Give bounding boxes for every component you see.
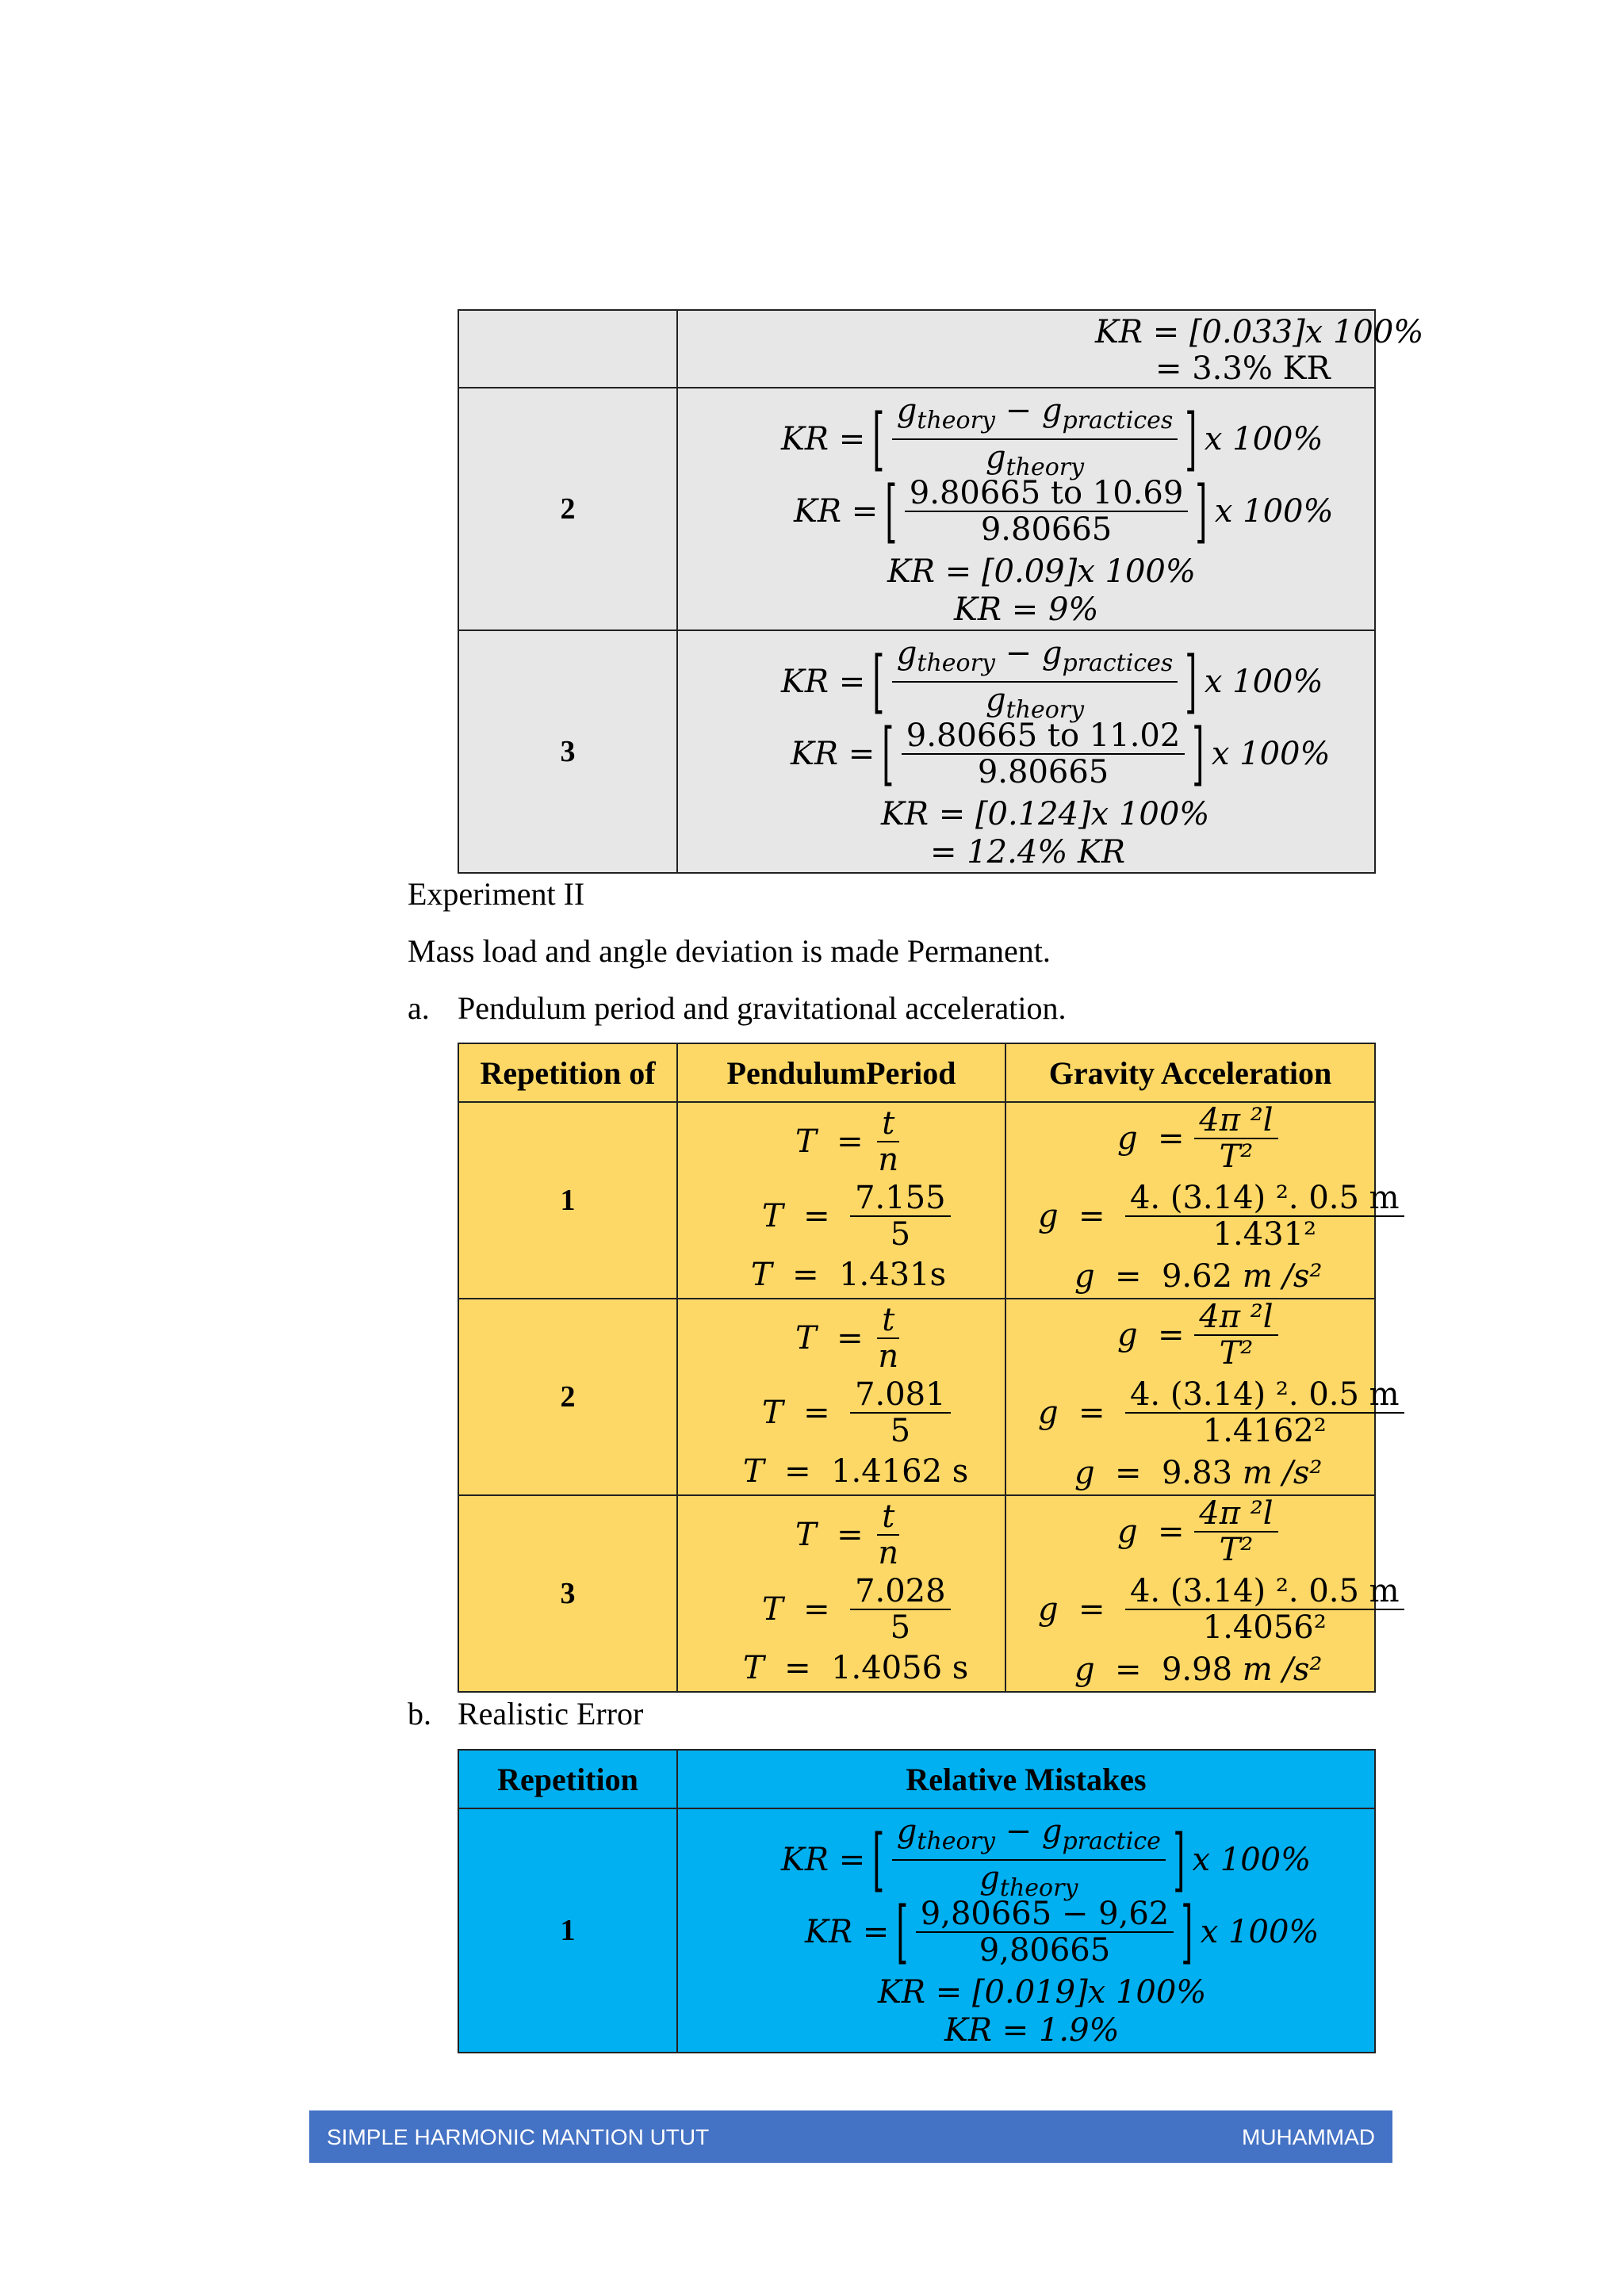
kr-line-2: = 3.3% KR xyxy=(1155,350,1331,387)
experiment-title: Experiment II xyxy=(408,876,585,912)
pendulum-table xyxy=(458,1043,1376,1103)
period-result: 1.431s xyxy=(839,1257,947,1293)
pendulum-table-body xyxy=(458,1101,1400,1693)
gravity-result: 9.98 xyxy=(1161,1651,1233,1688)
period-squared: 1.4056 xyxy=(1202,1609,1314,1646)
kr-line-3: KR = [0.09]x 100% xyxy=(887,553,1196,590)
section-a-marker: a. xyxy=(408,990,430,1026)
kr-line-4: = 12.4% KR xyxy=(930,834,1126,871)
header-pendulum-period: PendulumPeriod xyxy=(677,1043,1005,1102)
table-row xyxy=(458,1808,1375,2053)
header-repetition: Repetition of xyxy=(458,1043,677,1102)
kr-fraction: $\frac{g_{theory} - g_{practices}}{g_{theory}}$ xyxy=(892,393,1178,485)
kr-line-3: KR = [0.019]x 100% xyxy=(878,1974,1207,2011)
footer-author: MUHAMMAD xyxy=(1242,2125,1375,2149)
page-footer xyxy=(309,2110,1392,2163)
kr-line-3: KR = [0.124]x 100% xyxy=(881,796,1210,832)
table-row xyxy=(458,1495,1375,1692)
kr-values-denominator: 9.80665 xyxy=(980,511,1113,548)
oscillation-count: 5 xyxy=(890,1413,911,1449)
period-squared: 1.431 xyxy=(1212,1216,1304,1253)
period-result: 1.4162 s xyxy=(831,1453,969,1490)
kr-values-numerator: 9,80665 − 9,62 xyxy=(916,1896,1174,1933)
time-value: 7.081 xyxy=(850,1377,951,1414)
table-row xyxy=(458,1102,1375,1299)
period-result: 1.4056 s xyxy=(831,1650,969,1686)
oscillation-count: 5 xyxy=(890,1609,911,1646)
footer-title: SIMPLE HARMONIC MANTION UTUT xyxy=(327,2125,710,2149)
oscillation-count: 5 xyxy=(890,1216,911,1253)
kr-calc-cell: KR = [ $\frac{g_{theory} - g_{practices}}{g_{theory}}$ ] x 100% KR = [ $\frac{9.80665 to 11.02}{9.80665}$ ] x 100% KR = [0.124]x 100% = 12.4% KR xyxy=(677,630,1375,873)
header-repetition: Repetition xyxy=(458,1750,677,1808)
time-value: 7.028 xyxy=(850,1574,951,1610)
repetition-label: 3 xyxy=(458,1495,677,1692)
section-b-marker: b. xyxy=(408,1696,431,1732)
kr-table-continued xyxy=(458,309,1424,874)
gravity-result: 9.83 xyxy=(1161,1455,1233,1491)
repetition-label: 1 xyxy=(458,1808,677,2053)
period-cell: T = $\frac{t}{n}$ T = $\frac{7.028}{5}$ T = 1.4056 s xyxy=(677,1495,1005,1692)
repetition-label: 2 xyxy=(458,1299,677,1495)
kr-calc-cell: KR = [ $\frac{g_{theory} - g_{practice}}{g_{theory}}$ ] x 100% KR = [ $\frac{9,80665 - 9,62}{9,80665}$ ] x 100% KR = [0.019]x 100% KR = 1.9% xyxy=(677,1808,1375,2053)
kr-line-4: KR = 1.9% xyxy=(944,2012,1120,2049)
kr-line-4: KR = 9% xyxy=(954,591,1099,628)
gravity-result: 9.62 xyxy=(1161,1258,1233,1295)
gravity-cell: g = $\frac{\text{4π ²l}}{\text{T²}}$ g = $\frac{\text{4. (3.14) ². 0.5 m}}{\text{1.431²}}$ g = 9.62 m /s² xyxy=(1005,1102,1375,1299)
kr-values-numerator: 9.80665 to 10.69 xyxy=(905,476,1189,512)
period-cell: T = $\frac{t}{n}$ T = $\frac{7.155}{5}$ T = 1.431s xyxy=(677,1102,1005,1299)
kr-values-denominator: 9.80665 xyxy=(977,754,1109,790)
kr-rhs: x 100% xyxy=(1204,421,1323,457)
repetition-label: 3 xyxy=(458,630,677,873)
kr-lhs: KR = xyxy=(781,421,866,457)
repetition-label: 2 xyxy=(458,388,677,630)
repetition-label: 1 xyxy=(458,1102,677,1299)
kr-values-denominator: 9,80665 xyxy=(979,1932,1111,1969)
period-squared: 1.4162 xyxy=(1202,1413,1314,1449)
relative-error-table xyxy=(458,1749,1376,2053)
kr-calc-cell: KR = [ $\frac{g_{theory} - g_{practices}}{g_{theory}}$ ] x 100% KR = [ $\frac{9.80665 to 10.69}{9.80665}$ ] x 100% KR = [0.09]x 100% KR = 9% xyxy=(677,388,1375,630)
empty-label-cell xyxy=(458,310,677,388)
header-gravity-acceleration: Gravity Acceleration xyxy=(1005,1043,1375,1102)
header-relative-mistakes: Relative Mistakes xyxy=(677,1750,1375,1808)
section-a-heading: Pendulum period and gravitational acceleration. xyxy=(458,990,1067,1026)
gravity-cell: g = $\frac{\text{4π ²l}}{\text{T²}}$ g = $\frac{\text{4. (3.14) ². 0.5 m}}{\text{1.4056²}}$ g = 9.98 m /s² xyxy=(1005,1495,1375,1692)
gravity-cell: g = $\frac{\text{4π ²l}}{\text{T²}}$ g = $\frac{\text{4. (3.14) ². 0.5 m}}{\text{1.4162²}}$ g = 9.83 m /s² xyxy=(1005,1299,1375,1495)
kr-values-numerator: 9.80665 to 11.02 xyxy=(902,718,1185,755)
experiment-description: Mass load and angle deviation is made Permanent. xyxy=(408,933,1051,969)
period-cell: T = $\frac{t}{n}$ T = $\frac{7.081}{5}$ T = 1.4162 s xyxy=(677,1299,1005,1495)
kr-result-cell xyxy=(677,310,1424,388)
section-b-heading: Realistic Error xyxy=(458,1696,644,1732)
table-row xyxy=(458,1299,1375,1495)
time-value: 7.155 xyxy=(850,1181,951,1217)
kr-line-1: KR = [0.033]x 100% xyxy=(1095,314,1424,350)
